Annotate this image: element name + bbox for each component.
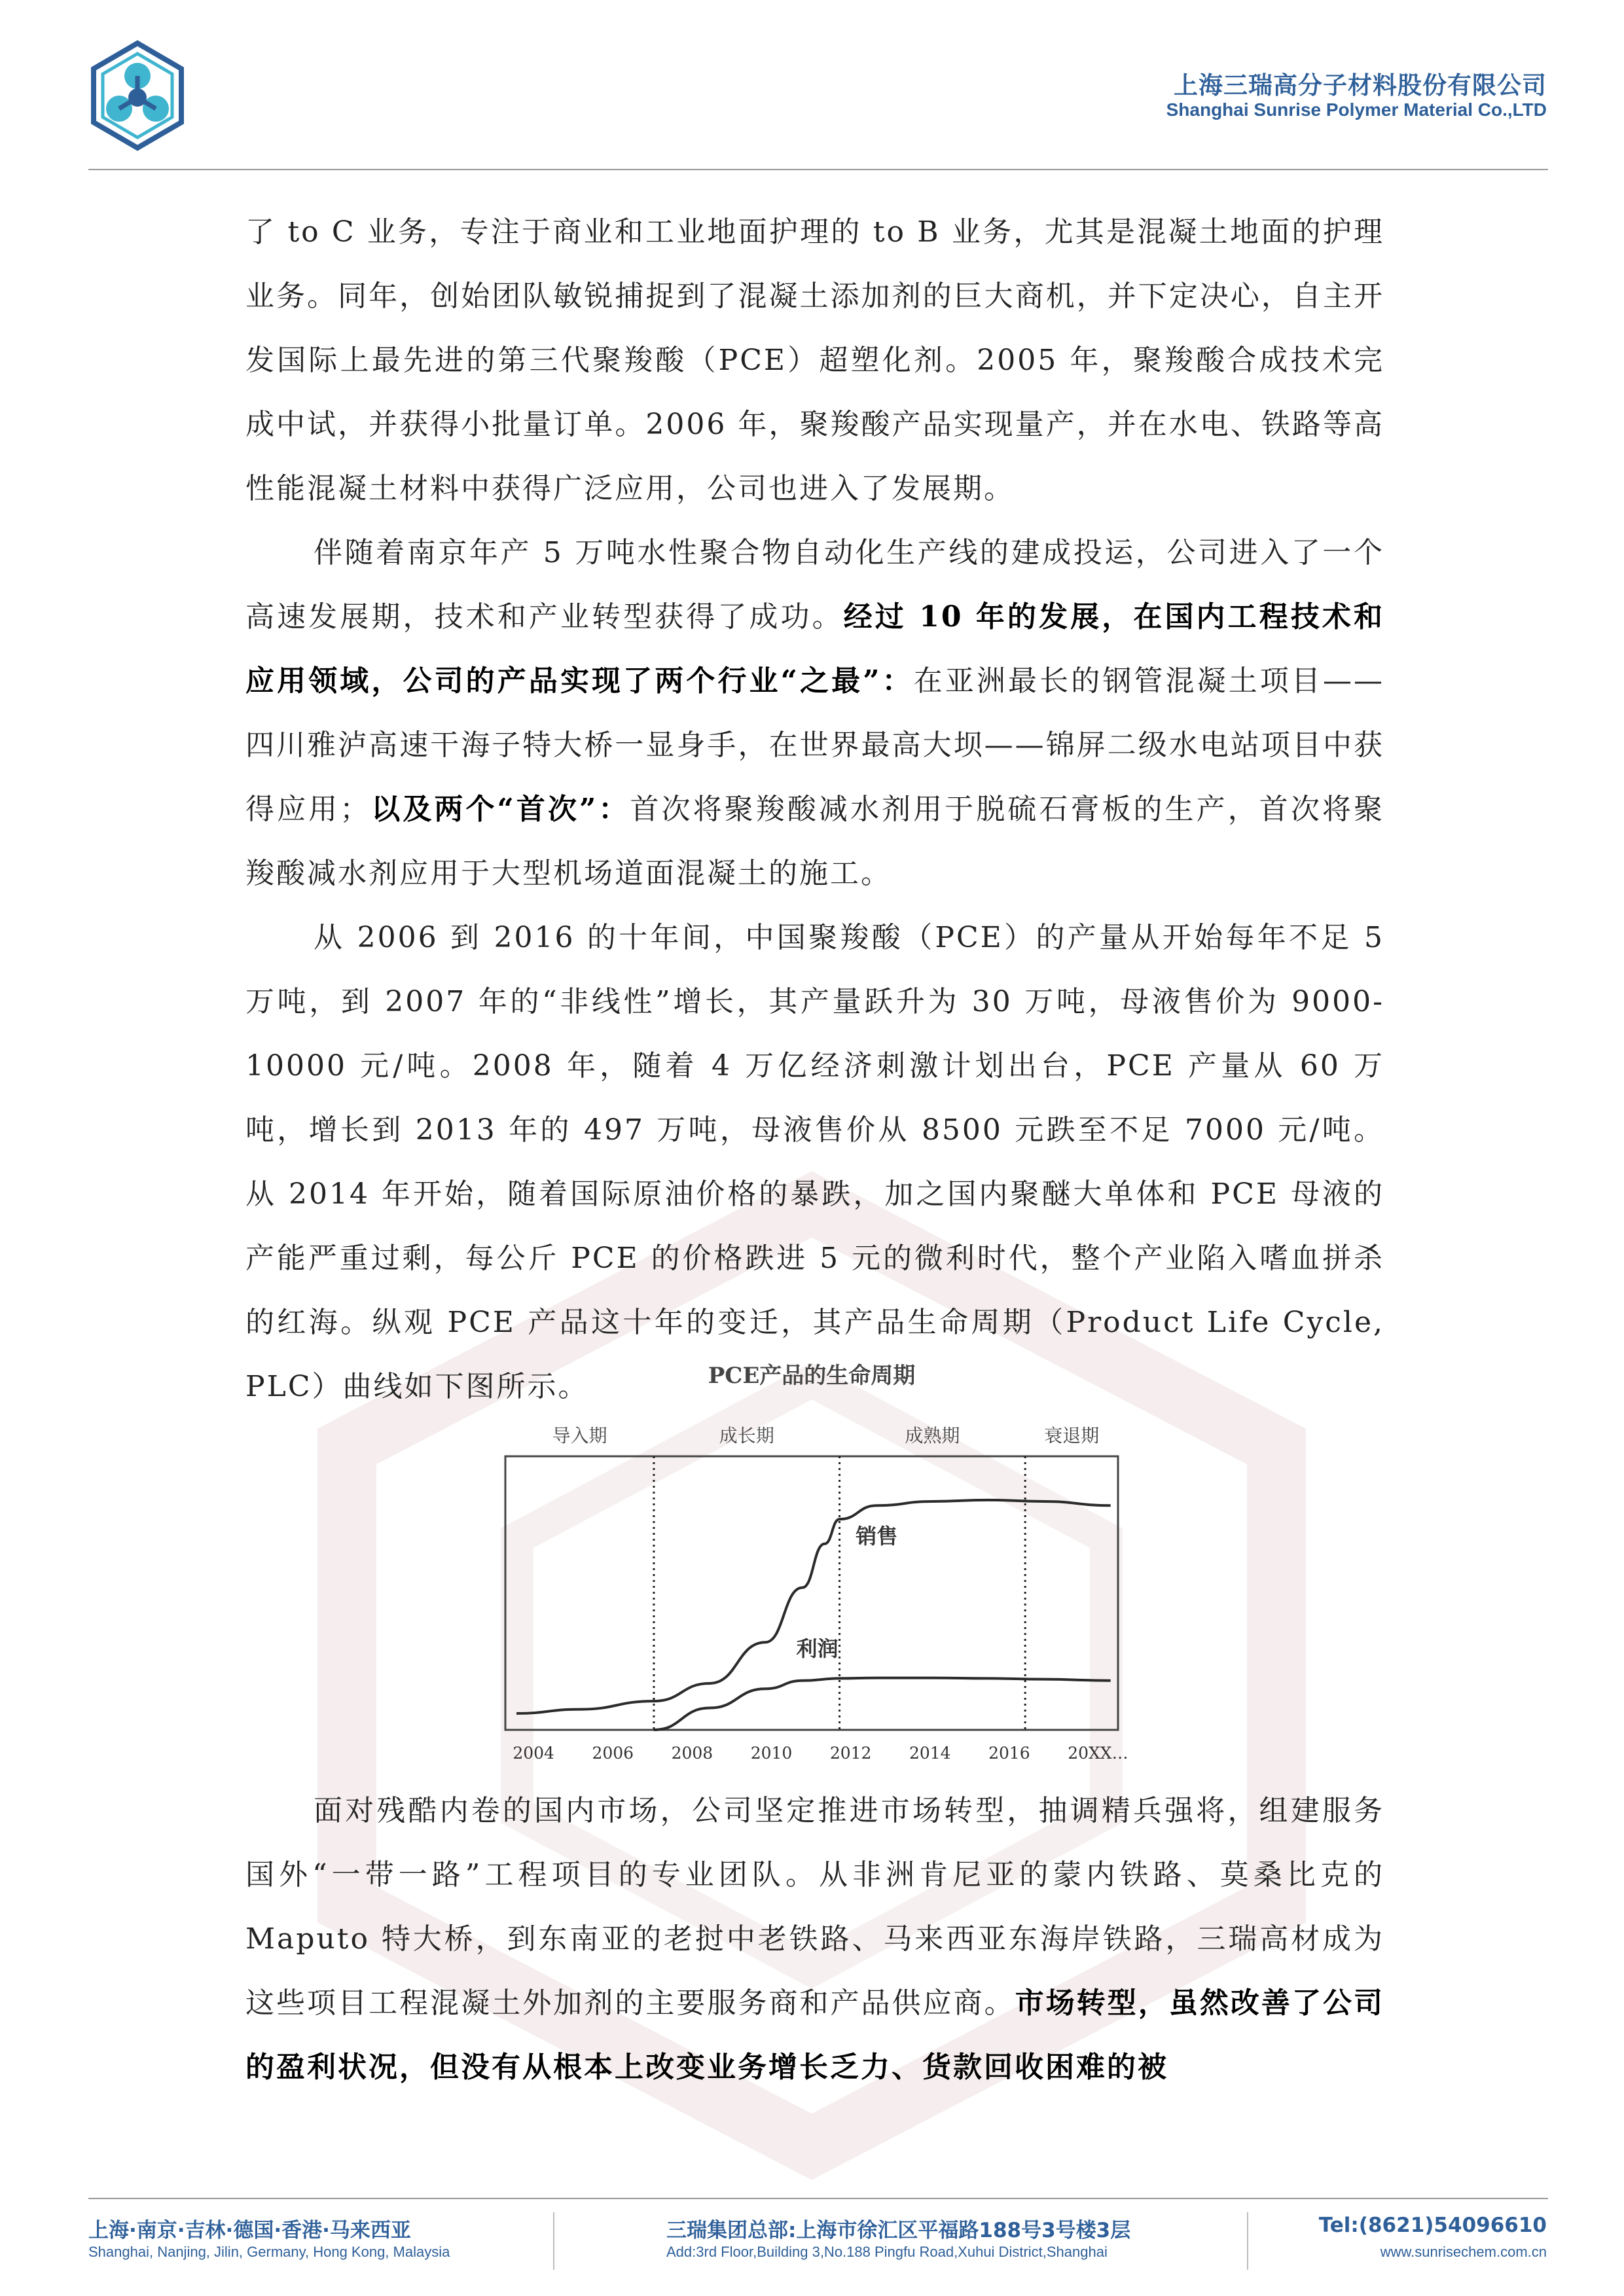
company-name-en: Shanghai Sunrise Polymer Material Co.,LTD: [1166, 99, 1547, 120]
paragraph-2-bold-a: 经过 10 年的发展，在国内工程技术和应用领域，公司的产品实现了两个行业“之最”：: [245, 600, 1384, 698]
stage-label-2: 成长期: [719, 1425, 774, 1446]
footer-address-en: Add:3rd Floor,Building 3,No.188 Pingfu Road,Xuhui District,Shanghai: [666, 2244, 1108, 2260]
x-tick-label-4: 2010: [750, 1744, 793, 1763]
footer-locations-en: Shanghai, Nanjing, Jilin, Germany, Hong Kong, Malaysia: [88, 2244, 450, 2260]
x-tick-label-6: 2014: [909, 1744, 951, 1763]
header-divider: [88, 169, 1548, 170]
series-label-1: 销售: [856, 1524, 898, 1549]
stage-label-4: 衰退期: [1044, 1425, 1100, 1446]
footer-tel: Tel:(8621)54096610: [1318, 2214, 1547, 2237]
series-label-2: 利润: [796, 1636, 839, 1661]
footer-separator-2: [1247, 2212, 1248, 2270]
paragraph-2-part-c: 在亚洲最长的钢管混凝土项目——四川雅泸高速干海子特大桥一显身手，在世界最高大坝——锦屏二级水电站项目中获得应用；: [245, 664, 1385, 826]
footer-locations-cn: 上海·南京·吉林·德国·香港·马来西亚: [88, 2219, 411, 2242]
paragraph-3: 从 2006 到 2016 的十年间，中国聚羧酸（PCE）的产量从开始每年不足 5 万吨，到 2007 年的“非线性”增长，其产量跃升为 30 万吨，母液售价为 9000-10000 元/吨。2008 年，随着 4 万亿经济刺激计划出台，PCE 产量从 60 万吨，增长到 2013 年的 497 万吨，母液售价从 8500 元跌至不足 7000 元/吨。从 2014 年开始，随着国际原油价格的暴跌，加之国内聚醚大单体和 PCE 母液的产能严重过剩，每公斤 PCE 的价格跌进 5 元的微利时代，整个产业陷入嗜血拼杀的红海。纵观 PCE 产品这十年的变迁，其产品生命周期（Product Life Cycle, PLC）曲线如下图所示。: [245, 921, 1384, 1403]
footer-address-cn: 三瑞集团总部:上海市徐汇区平福路188号3号楼3层: [666, 2219, 1131, 2242]
paragraph-2: [245, 521, 1384, 906]
x-tick-label-7: 2016: [988, 1744, 1030, 1763]
paragraph-1: 了 to C 业务，专注于商业和工业地面护理的 to B 业务，尤其是混凝土地面的护理业务。同年，创始团队敏锐捕捉到了混凝土添加剂的巨大商机，并下定决心，自主开发国际上最先进的第三代聚羧酸（PCE）超塑化剂。2005 年，聚羧酸合成技术完成中试，并获得小批量订单。2006 年，聚羧酸产品实现量产，并在水电、铁路等高性能混凝土材料中获得广泛应用，公司也进入了发展期。: [245, 215, 1384, 505]
plc-chart: [484, 1358, 1139, 1777]
chart-title: PCE产品的生命周期: [708, 1363, 916, 1389]
x-tick-label-2: 2006: [592, 1744, 634, 1763]
x-tick-label-8: 20XX…: [1068, 1744, 1128, 1763]
x-tick-label-5: 2012: [829, 1744, 872, 1763]
company-logo-icon: [88, 39, 187, 152]
series-line-2: [654, 1678, 1111, 1730]
footer-website[interactable]: www.sunrisechem.com.cn: [1380, 2244, 1547, 2260]
footer-divider: [88, 2198, 1548, 2199]
stage-label-1: 导入期: [552, 1425, 607, 1446]
paragraph-2-part-e: 首次将聚羧酸减水剂用于脱硫石膏板的生产，首次将聚羧酸减水剂应用于大型机场道面混凝土的施工。: [245, 793, 1384, 890]
paragraph-4-part-a: 面对残酷内卷的国内市场，公司坚定推进市场转型，抽调精兵强将，组建服务国外“一带一路”工程项目的专业团队。从非洲肯尼亚的蒙内铁路、莫桑比克的 Maputo 特大桥，到东南亚的老挝中老铁路、马来西亚东海岸铁路，三瑞高材成为这些项目工程混凝土外加剂的主要服务商和产品供应商。: [245, 1794, 1384, 2020]
paragraph-4: [245, 1779, 1384, 2100]
stage-label-3: 成熟期: [905, 1425, 960, 1446]
x-tick-label-1: 2004: [513, 1744, 554, 1763]
paragraph-2-part-a: 伴随着南京年产 5 万吨水性聚合物自动化生产线的建成投运，公司进入了一个高速发展期，技术和产业转型获得了成功。: [245, 536, 1384, 634]
x-tick-label-3: 2008: [671, 1744, 713, 1763]
paragraph-4-bold-b: 市场转型，虽然改善了公司的盈利状况，但没有从根本上改变业务增长乏力、货款回收困难的被: [245, 1986, 1385, 2084]
company-name-cn: 上海三瑞高分子材料股份有限公司: [1174, 71, 1547, 99]
paragraph-2-bold-d: 以及两个“首次”：: [370, 793, 630, 826]
footer-separator-1: [553, 2212, 554, 2270]
